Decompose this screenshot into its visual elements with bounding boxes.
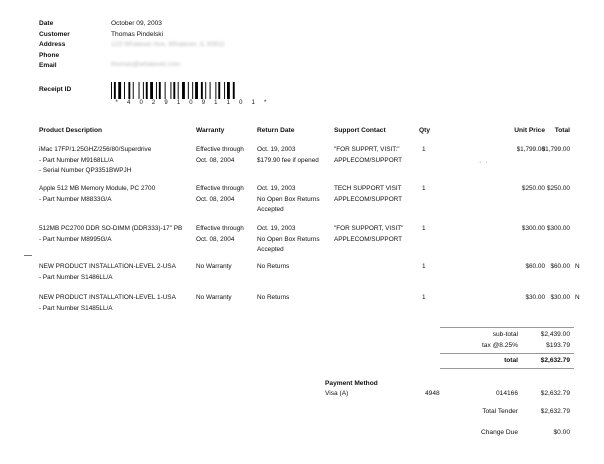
cell-total: $300.00 bbox=[546, 225, 570, 232]
warranty-line: Oct. 08, 2004 bbox=[196, 156, 235, 164]
cell-support bbox=[334, 224, 403, 245]
cell-qty: 1 bbox=[422, 225, 426, 232]
cell-total: $250.00 bbox=[546, 185, 570, 192]
total-tender-value: $2,632.79 bbox=[540, 408, 570, 415]
barcode-digit: 1 bbox=[251, 100, 255, 106]
change-due-value: $0.00 bbox=[553, 429, 570, 436]
cell-return bbox=[257, 145, 319, 166]
subtotal-label: sub-total bbox=[492, 331, 518, 338]
product-line: 512MB PC2700 DDR SO-DIMM (DDR333)-17" PB bbox=[39, 225, 183, 232]
barcode-digit: 0 bbox=[239, 100, 243, 106]
barcode-digit: 0 bbox=[139, 100, 143, 106]
cell-total: $1,799.00 bbox=[541, 146, 570, 153]
total-underline bbox=[440, 368, 574, 369]
margin-mark bbox=[24, 255, 32, 256]
return-line: $179.90 fee if opened bbox=[257, 156, 319, 164]
date-value: October 09, 2003 bbox=[111, 20, 162, 27]
product-line: NEW PRODUCT INSTALLATION-LEVEL 2-USA bbox=[39, 263, 176, 270]
cell-total: $30.00 bbox=[550, 294, 570, 301]
auth-code: 014166 bbox=[495, 390, 518, 397]
address-label: Address bbox=[39, 41, 66, 48]
barcode-digit: * bbox=[115, 100, 118, 106]
cell-unit-price: $60.00 bbox=[525, 263, 545, 270]
cell-support bbox=[334, 184, 402, 205]
cell-unit-price: $30.00 bbox=[525, 294, 545, 301]
product-line: NEW PRODUCT INSTALLATION-LEVEL 1-USA bbox=[39, 294, 176, 301]
product-line: - Part Number M9168LL/A bbox=[39, 156, 114, 164]
totals-bottom-rule bbox=[440, 353, 574, 354]
return-line: Accepted bbox=[257, 206, 284, 213]
support-line: APPLECOM/SUPPORT bbox=[334, 235, 403, 243]
date-label: Date bbox=[39, 20, 54, 27]
support-line: TECH SUPPORT VISIT bbox=[334, 185, 402, 192]
cell-qty: 1 bbox=[422, 185, 426, 192]
return-line: Oct. 19, 2003 bbox=[257, 225, 296, 232]
col-header-total: Total bbox=[554, 127, 570, 134]
product-line: - Part Number S1486LL/A bbox=[39, 273, 113, 281]
cell-product bbox=[39, 184, 155, 205]
cell-product bbox=[39, 293, 176, 314]
stray-marks: · · bbox=[479, 159, 488, 166]
support-line: APPLECOM/SUPPORT bbox=[334, 195, 403, 203]
total-label: total bbox=[504, 357, 518, 364]
cell-return bbox=[257, 293, 289, 304]
tax-label: tax @8.25% bbox=[481, 342, 518, 349]
payment-method-heading: Payment Method bbox=[325, 380, 378, 387]
total-tender-label: Total Tender bbox=[482, 408, 518, 415]
return-line: Oct. 19, 2003 bbox=[257, 146, 296, 153]
customer-label: Customer bbox=[39, 31, 70, 38]
tax-value: $193.79 bbox=[546, 342, 570, 349]
col-header-qty: Qty bbox=[419, 127, 430, 134]
support-line: "FOR SUPPRT, VISIT:" bbox=[334, 146, 400, 153]
total-value: $2,632.79 bbox=[540, 357, 570, 364]
product-line: - Part Number M8995G/A bbox=[39, 235, 112, 243]
return-line: No Open Box Returns bbox=[257, 235, 320, 243]
support-line: "FOR SUPPORT, VISIT" bbox=[334, 225, 404, 232]
address-value-redacted: 123 Whatever Ave, Whatever, IL 60611 bbox=[111, 41, 225, 48]
cell-product bbox=[39, 145, 151, 177]
product-line: - Part Number M8833G/A bbox=[39, 195, 112, 203]
subtotal-value: $2,439.00 bbox=[540, 331, 570, 338]
email-label: Email bbox=[39, 62, 57, 69]
email-value-redacted: thomas@whatever.com bbox=[111, 61, 180, 68]
card-last-digits: 4948 bbox=[425, 390, 440, 397]
cell-unit-price: $300.00 bbox=[521, 225, 545, 232]
barcode-digit: 1 bbox=[214, 100, 218, 106]
return-line: No Returns bbox=[257, 294, 290, 301]
warranty-line: Oct. 08, 2004 bbox=[196, 195, 235, 203]
cell-total: $60.00 bbox=[550, 263, 570, 270]
barcode-digit: 2 bbox=[151, 100, 156, 106]
customer-value: Thomas Pindelski bbox=[111, 31, 164, 38]
barcode-digit: 1 bbox=[226, 100, 230, 106]
warranty-line: Effective through bbox=[196, 225, 244, 232]
col-header-product: Product Description bbox=[39, 127, 103, 134]
cell-unit-price: $1,799.00 bbox=[516, 146, 545, 153]
warranty-line: No Warranty bbox=[196, 263, 232, 270]
product-line: iMac 17FP/1.25GHZ/256/80/Superdrive bbox=[39, 146, 152, 153]
payment-method-value: Visa (A) bbox=[325, 390, 349, 397]
totals-top-rule bbox=[440, 327, 574, 328]
receipt-id-label: Receipt ID bbox=[39, 86, 72, 93]
cell-flag: N bbox=[575, 294, 580, 301]
cell-qty: 1 bbox=[422, 294, 426, 301]
cell-unit-price: $250.00 bbox=[521, 185, 545, 192]
warranty-line: Effective through bbox=[196, 146, 244, 153]
return-line: No Returns bbox=[257, 263, 290, 270]
return-line: Oct. 19, 2003 bbox=[257, 185, 296, 192]
barcode-digit: 1 bbox=[176, 100, 181, 106]
cell-warranty bbox=[196, 184, 244, 205]
support-line: APPLECOM/SUPPORT bbox=[334, 156, 403, 164]
col-header-warranty: Warranty bbox=[196, 127, 225, 134]
cell-warranty bbox=[196, 262, 232, 273]
cell-qty: 1 bbox=[422, 263, 426, 270]
cell-warranty bbox=[196, 224, 244, 245]
warranty-line: No Warranty bbox=[196, 294, 232, 301]
return-line: No Open Box Returns bbox=[257, 195, 320, 203]
col-header-unit-price: Unit Price bbox=[514, 127, 545, 134]
col-header-return: Return Date bbox=[257, 127, 295, 134]
payment-amount: $2,632.79 bbox=[540, 390, 570, 397]
return-line: Accepted bbox=[257, 246, 284, 253]
product-line: - Serial Number QP3351BWPJH bbox=[39, 167, 132, 174]
cell-return bbox=[257, 184, 320, 216]
cell-product bbox=[39, 262, 176, 283]
barcode-digit: 0 bbox=[189, 100, 193, 106]
barcode-digit: 4 bbox=[127, 100, 131, 106]
col-header-support: Support Contact bbox=[334, 127, 386, 134]
barcode-digit: 9 bbox=[164, 100, 168, 106]
product-line: - Part Number S1485LL/A bbox=[39, 304, 113, 312]
cell-support bbox=[334, 145, 402, 166]
product-line: Apple 512 MB Memory Module, PC 2700 bbox=[39, 185, 156, 192]
cell-warranty bbox=[196, 145, 244, 166]
warranty-line: Oct. 08, 2004 bbox=[196, 235, 235, 243]
barcode-image bbox=[111, 82, 271, 99]
cell-warranty bbox=[196, 293, 232, 304]
warranty-line: Effective through bbox=[196, 185, 244, 192]
cell-qty: 1 bbox=[422, 146, 426, 153]
barcode-digit: * bbox=[263, 100, 267, 106]
cell-return bbox=[257, 224, 320, 256]
cell-return bbox=[257, 262, 289, 273]
cell-product bbox=[39, 224, 182, 245]
change-due-label: Change Due bbox=[480, 429, 518, 436]
cell-flag: N bbox=[575, 263, 580, 270]
phone-label: Phone bbox=[39, 52, 60, 59]
barcode-digit: 9 bbox=[201, 100, 206, 106]
barcode-digits bbox=[111, 100, 271, 106]
